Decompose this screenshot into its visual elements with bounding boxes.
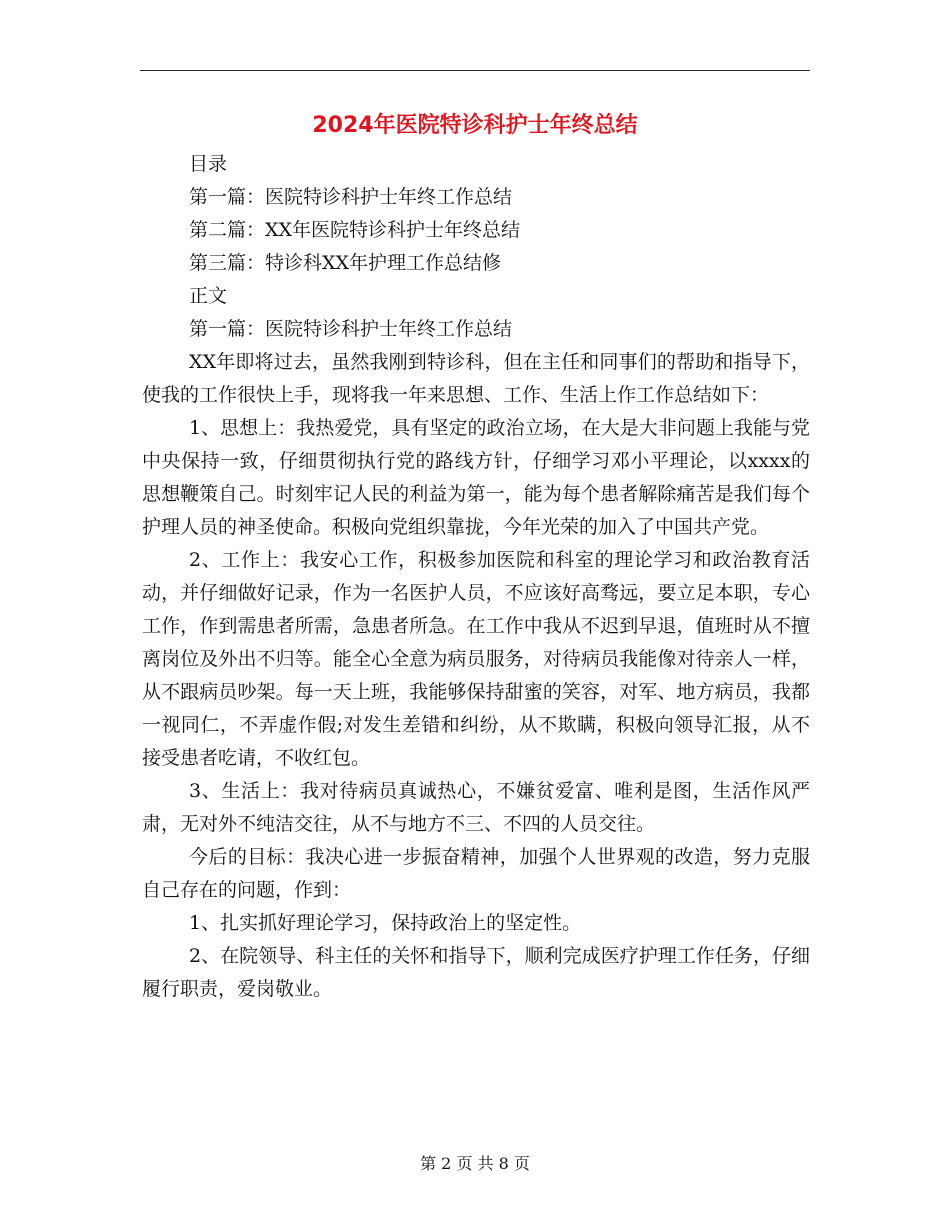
page-number: 第 2 页 共 8 页 <box>420 1154 530 1173</box>
toc-item-2: 第二篇：XX年医院特诊科护士年终总结 <box>189 219 521 241</box>
paragraph-intro: XX年即将过去，虽然我刚到特诊科，但在主任和同事们的帮助和指导下，使我的工作很快上手，现将我一年来思想、工作、生活上作工作总结如下： <box>142 351 810 406</box>
toc-heading: 目录 <box>189 153 228 175</box>
document-body <box>142 148 810 1006</box>
paragraph-life: 3、生活上：我对待病员真诚热心，不嫌贫爱富、唯利是图，生活作风严肃，无对外不纯洁交往，从不与地方不三、不四的人员交往。 <box>142 780 810 835</box>
toc-item-1: 第一篇：医院特诊科护士年终工作总结 <box>189 186 513 208</box>
toc-item-3: 第三篇：特诊科XX年护理工作总结修 <box>189 252 502 274</box>
paragraph-goal-2: 2、在院领导、科主任的关怀和指导下，顺利完成医疗护理工作任务，仔细履行职责，爱岗敬业。 <box>142 945 810 1000</box>
document-title: 2024年医院特诊科护士年终总结 <box>312 113 638 138</box>
section-title: 第一篇：医院特诊科护士年终工作总结 <box>189 318 513 340</box>
paragraph-thought: 1、思想上：我热爱党，具有坚定的政治立场，在大是大非问题上我能与党中央保持一致，仔细贯彻执行党的路线方针，仔细学习邓小平理论，以xxxx的思想鞭策自己。时刻牢记人民的利益为第一，能为每个患者解除痛苦是我们每个护理人员的神圣使命。积极向党组织靠拢，今年光荣的加入了中国共产党。 <box>142 417 810 538</box>
paragraph-work: 2、工作上：我安心工作，积极参加医院和科室的理论学习和政治教育活动，并仔细做好记录，作为一名医护人员，不应该好高骛远，要立足本职，专心工作，作到需患者所需，急患者所急。在工作中我从不迟到早退，值班时从不擅离岗位及外出不归等。能全心全意为病员服务，对待病员我能像对待亲人一样，从不跟病员吵架。每一天上班，我能够保持甜蜜的笑容，对军、地方病员，我都一视同仁，不弄虚作假;对发生差错和纠纷，从不欺瞒，积极向领导汇报，从不接受患者吃请，不收红包。 <box>142 549 810 769</box>
body-heading: 正文 <box>189 285 228 307</box>
paragraph-goals: 今后的目标：我决心进一步振奋精神，加强个人世界观的改造，努力克服自己存在的问题，作到： <box>142 846 810 901</box>
header-rule <box>140 70 810 71</box>
paragraph-goal-1: 1、扎实抓好理论学习，保持政治上的坚定性。 <box>189 912 582 934</box>
